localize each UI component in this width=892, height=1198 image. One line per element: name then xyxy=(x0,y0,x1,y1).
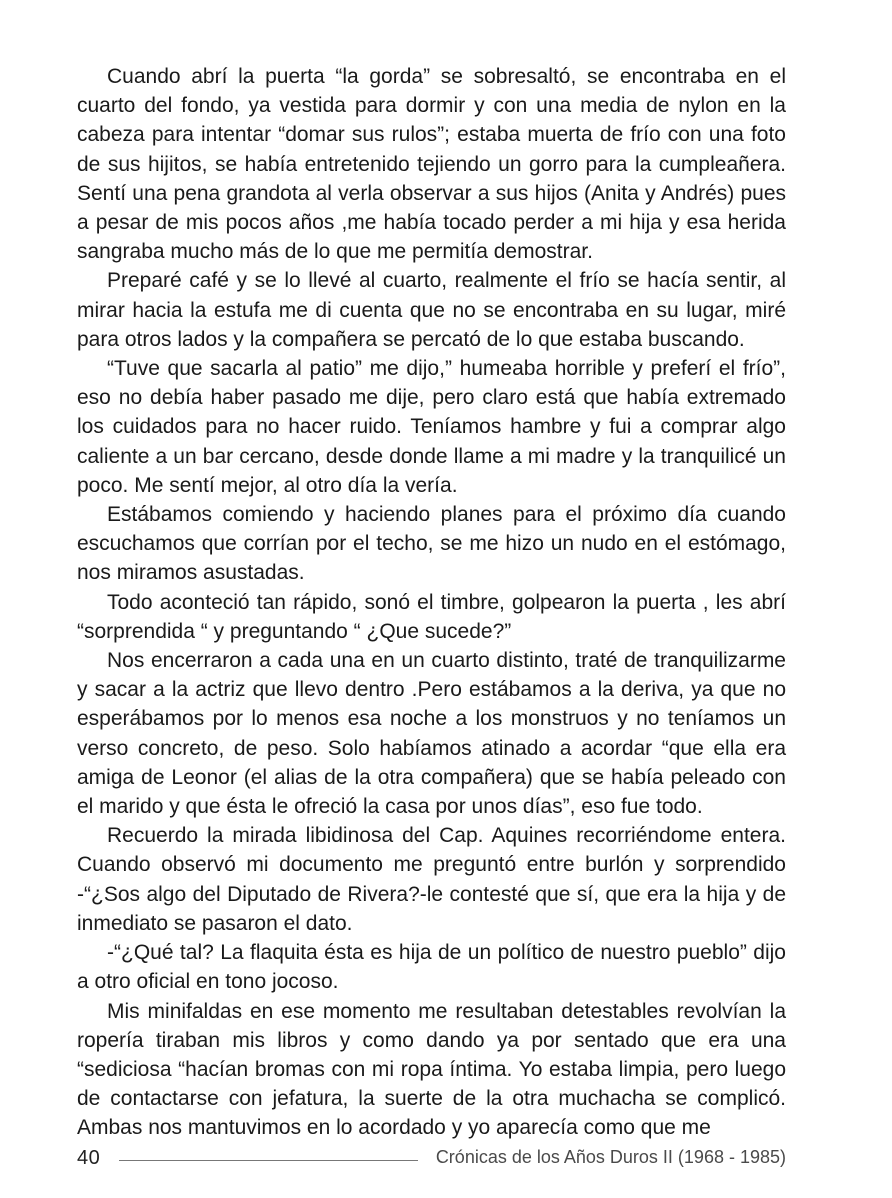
paragraph-1: Cuando abrí la puerta “la gorda” se sobresaltó, se encontraba en el cuarto del fondo, ya vestida para dormir y con una media de nylon en la cabeza para intentar “domar sus rulos”; estaba muerta de frío con una foto de sus hijitos, se había entretenido tejiendo un gorro para la cumpleañera. Sentí una pena grandota al verla observar a sus hijos (Anita y Andrés) pues a pesar de mis pocos años ,me había tocado perder a mi hija y esa herida sangraba mucho más de lo que me permitía demostrar. xyxy=(77,65,786,264)
paragraph-3: “Tuve que sacarla al patio” me dijo,” humeaba horrible y preferí el frío”, eso no debía haber pasado me dije, pero claro está que había extremado los cuidados para no hacer ruido. Teníamos hambre y fui a comprar algo caliente a un bar cercano, desde donde llame a mi madre y la tranquilicé un poco. Me sentí mejor, al otro día la vería. xyxy=(77,357,786,497)
page-footer xyxy=(77,1144,786,1172)
paragraph-8: -“¿Qué tal? La flaquita ésta es hija de un político de nuestro pueblo” dijo a otro oficial en tono jocoso. xyxy=(77,941,786,994)
paragraph-2: Preparé café y se lo llevé al cuarto, realmente el frío se hacía sentir, al mirar hacia la estufa me di cuenta que no se encontraba en su lugar, miré para otros lados y la compañera se percató de lo que estaba buscando. xyxy=(77,269,786,351)
paragraph-7: Recuerdo la mirada libidinosa del Cap. Aquines recorriéndome entera. Cuando observó mi documento me preguntó entre burlón y sorprendido -“¿Sos algo del Diputado de Rivera?-le contesté que sí, que era la hija y de inmediato se pasaron el dato. xyxy=(77,824,786,935)
running-title: Crónicas de los Años Duros II (1968 - 1985) xyxy=(435,1147,786,1167)
paragraph-6: Nos encerraron a cada una en un cuarto distinto, traté de tranquilizarme y sacar a la actriz que llevo dentro .Pero estábamos a la deriva, ya que no esperábamos por lo menos esa noche a los monstruos y no teníamos un verso concreto, de peso. Solo habíamos atinado a acordar “que ella era amiga de Leonor (el alias de la otra compañera) que se había peleado con el marido y que ésta le ofreció la casa por unos días”, eso fue todo. xyxy=(77,649,786,819)
paragraph-4: Estábamos comiendo y haciendo planes para el próximo día cuando escuchamos que corrían por el techo, se me hizo un nudo en el estómago, nos miramos asustadas. xyxy=(77,503,786,585)
footer-divider xyxy=(119,1160,418,1161)
paragraph-9: Mis minifaldas en ese momento me resultaban detestables revolvían la ropería tiraban mis libros y como dando ya por sentado que era una “sediciosa “hacían bromas con mi ropa íntima. Yo estaba limpia, pero luego de contactarse con jefatura, la suerte de la otra muchacha se complicó. Ambas nos mantuvimos en lo acordado y yo aparecía como que me xyxy=(77,999,786,1140)
paragraph-5: Todo aconteció tan rápido, sonó el timbre, golpearon la puerta , les abrí “sorprendida “ y preguntando “ ¿Que sucede?” xyxy=(77,590,786,643)
page-body xyxy=(77,62,786,1143)
page-number: 40 xyxy=(77,1146,101,1169)
